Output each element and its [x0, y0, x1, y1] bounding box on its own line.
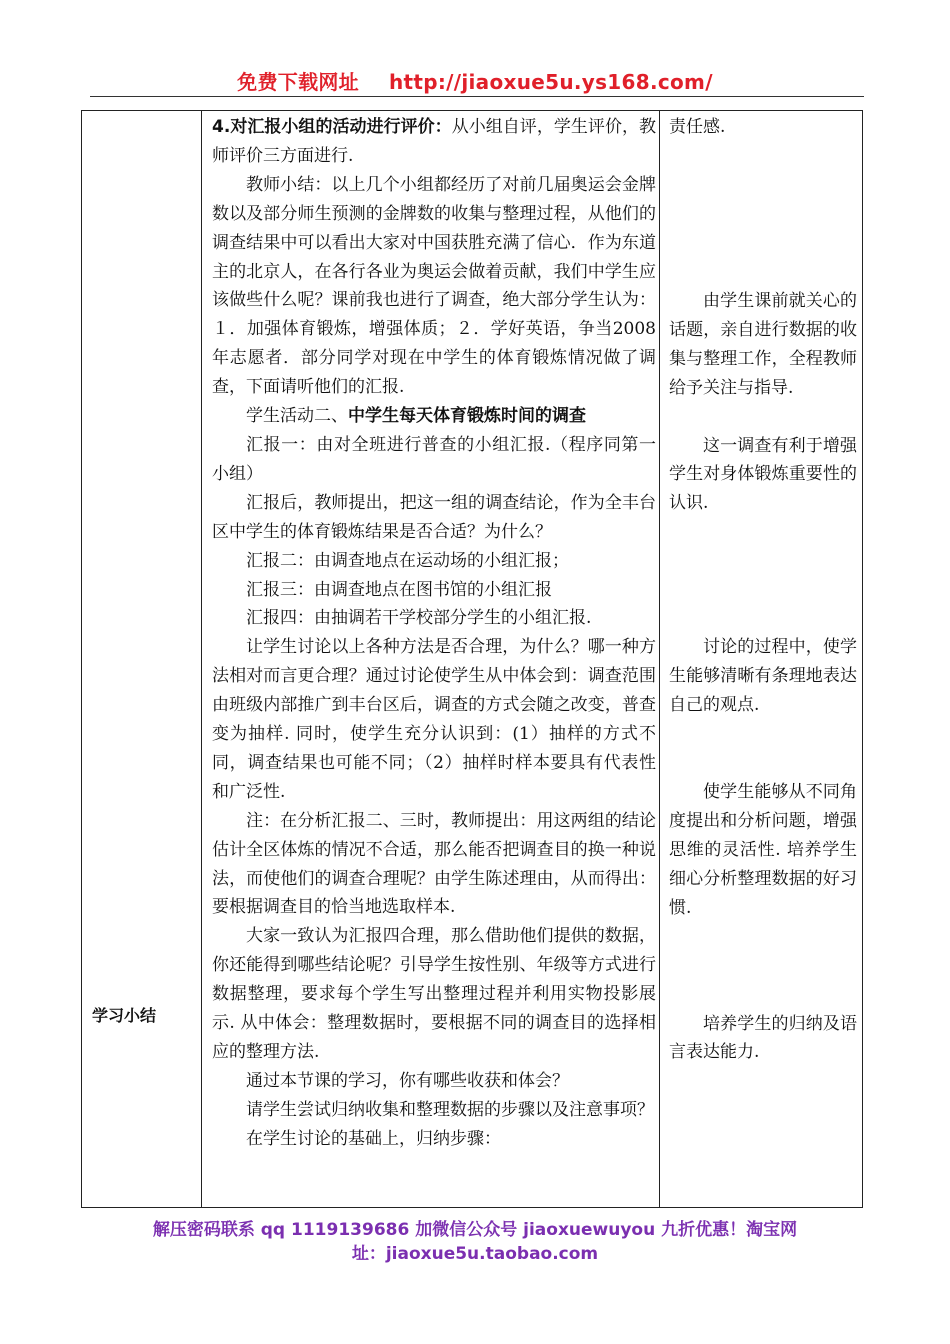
section-label: 学习小结 [92, 1006, 157, 1025]
paragraph-discussion: 让学生讨论以上各种方法是否合理，为什么？哪一种方法相对而言更合理？通过讨论使学生从中体会到：调查范围由班级内部推广到丰台区后，调查的方式会随之改变，普查变为抽样. 同时，使学生充分认识到：(1）抽样的方式不同，调查结果也可能不同；（2）抽样时样本要具有代表性和广泛性. [212, 637, 656, 802]
column-divider-2 [659, 111, 660, 1207]
header-url-link[interactable]: http://jiaoxue5u.ys168.com/ [388, 70, 713, 94]
note-exercise-importance: 这一调查有利于增强学生对身体锻炼重要性的认识. [669, 435, 857, 514]
paragraph-report-2: 汇报二：由调查地点在运动场的小组汇报； [246, 550, 569, 571]
header-title: 免费下载网址 [237, 70, 359, 94]
activity-prefix: 学生活动二、 [246, 406, 348, 427]
notes-spacer [669, 923, 857, 1010]
content-column [212, 113, 656, 1154]
paragraph-note: 注：在分析汇报二、三时，教师提出：用这两组的结论估计全区体炼的情况不合适，那么能否把调查目的换一种说法，而使他们的调查合理呢？由学生陈述理由，从而得出：要根据调查目的恰当地选取样本. [212, 810, 656, 918]
evaluation-text: 从小组自评，学生评价，教师评价三方面进行. [212, 117, 656, 166]
paragraph-report-3: 汇报三：由调查地点在图书馆的小组汇报 [246, 579, 552, 600]
paragraph-report-4: 汇报四：由抽调若干学校部分学生的小组汇报. [246, 608, 592, 629]
note-data-collection: 由学生课前就关心的话题，亲自进行数据的收集与整理工作，全程教师给予关注与指导. [669, 290, 857, 398]
note-discussion: 讨论的过程中，使学生能够清晰有条理地表达自己的观点. [669, 637, 857, 716]
paragraph-induction: 在学生讨论的基础上，归纳步骤： [246, 1128, 501, 1149]
notes-spacer [669, 518, 857, 633]
notes-spacer [669, 403, 857, 432]
notes-spacer [669, 720, 857, 778]
header-bar [0, 66, 950, 95]
evaluation-heading: 4.对汇报小组的活动进行评价： [212, 117, 452, 137]
note-thinking: 使学生能够从不同角度提出和分析问题，增强思维的灵活性. 培养学生细心分析整理数据的好习惯. [669, 781, 857, 918]
paragraph-activity-title [212, 402, 656, 431]
paragraph-evaluation [212, 113, 656, 171]
header-divider [90, 96, 864, 97]
note-responsibility: 责任感. [669, 117, 726, 137]
activity-heading: 中学生每天体育锻炼时间的调查 [348, 406, 586, 427]
notes-column [669, 113, 857, 1067]
lesson-table [81, 110, 863, 1208]
footer-banner [60, 1218, 890, 1266]
paragraph-conclusion: 大家一致认为汇报四合理，那么借助他们提供的数据，你还能得到哪些结论呢？引导学生按性别、年级等方式进行数据整理，要求每个学生写出整理过程并利用实物投影展示. 从中体会：整理数据时，要根据不同的调查目的选择相应的整理方法. [212, 926, 656, 1062]
section-column [82, 111, 202, 1207]
paragraph-summary-steps: 请学生尝试归纳收集和整理数据的步骤以及注意事项？ [246, 1099, 654, 1120]
paragraph-report-1: 汇报一：由对全班进行普查的小组汇报.（程序同第一小组） [212, 434, 656, 484]
paragraph-teacher-question: 汇报后，教师提出，把这一组的调查结论，作为全丰台区中学生的体育锻炼结果是否合适？为什么？ [212, 492, 656, 542]
paragraph-teacher-summary: 教师小结：以上几个小组都经历了对前几届奥运会金牌数以及部分师生预测的金牌数的收集与整理过程，从他们的调查结果中可以看出大家对中国获胜充满了信心．作为东道主的北京人，在各行各业为奥运会做着贡献，我们中学生应该做些什么呢？课前我也进行了调查，绝大部分学生认为：１．加强体育锻炼，增强体质；２．学好英语，争当2008年志愿者．部分同学对现在中学生的体育锻炼情况做了调查，下面请听他们的汇报. [212, 174, 656, 398]
paragraph-reflection: 通过本节课的学习，你有哪些收获和体会？ [246, 1070, 569, 1091]
footer-line-1: 解压密码联系 qq 1119139686 加微信公众号 jiaoxuewuyou 九折优惠！淘宝网 [152, 1220, 798, 1240]
notes-spacer [669, 142, 857, 287]
note-induction: 培养学生的归纳及语言表达能力. [669, 1013, 857, 1063]
footer-line-2[interactable]: 址：jiaoxue5u.taobao.com [351, 1244, 599, 1264]
